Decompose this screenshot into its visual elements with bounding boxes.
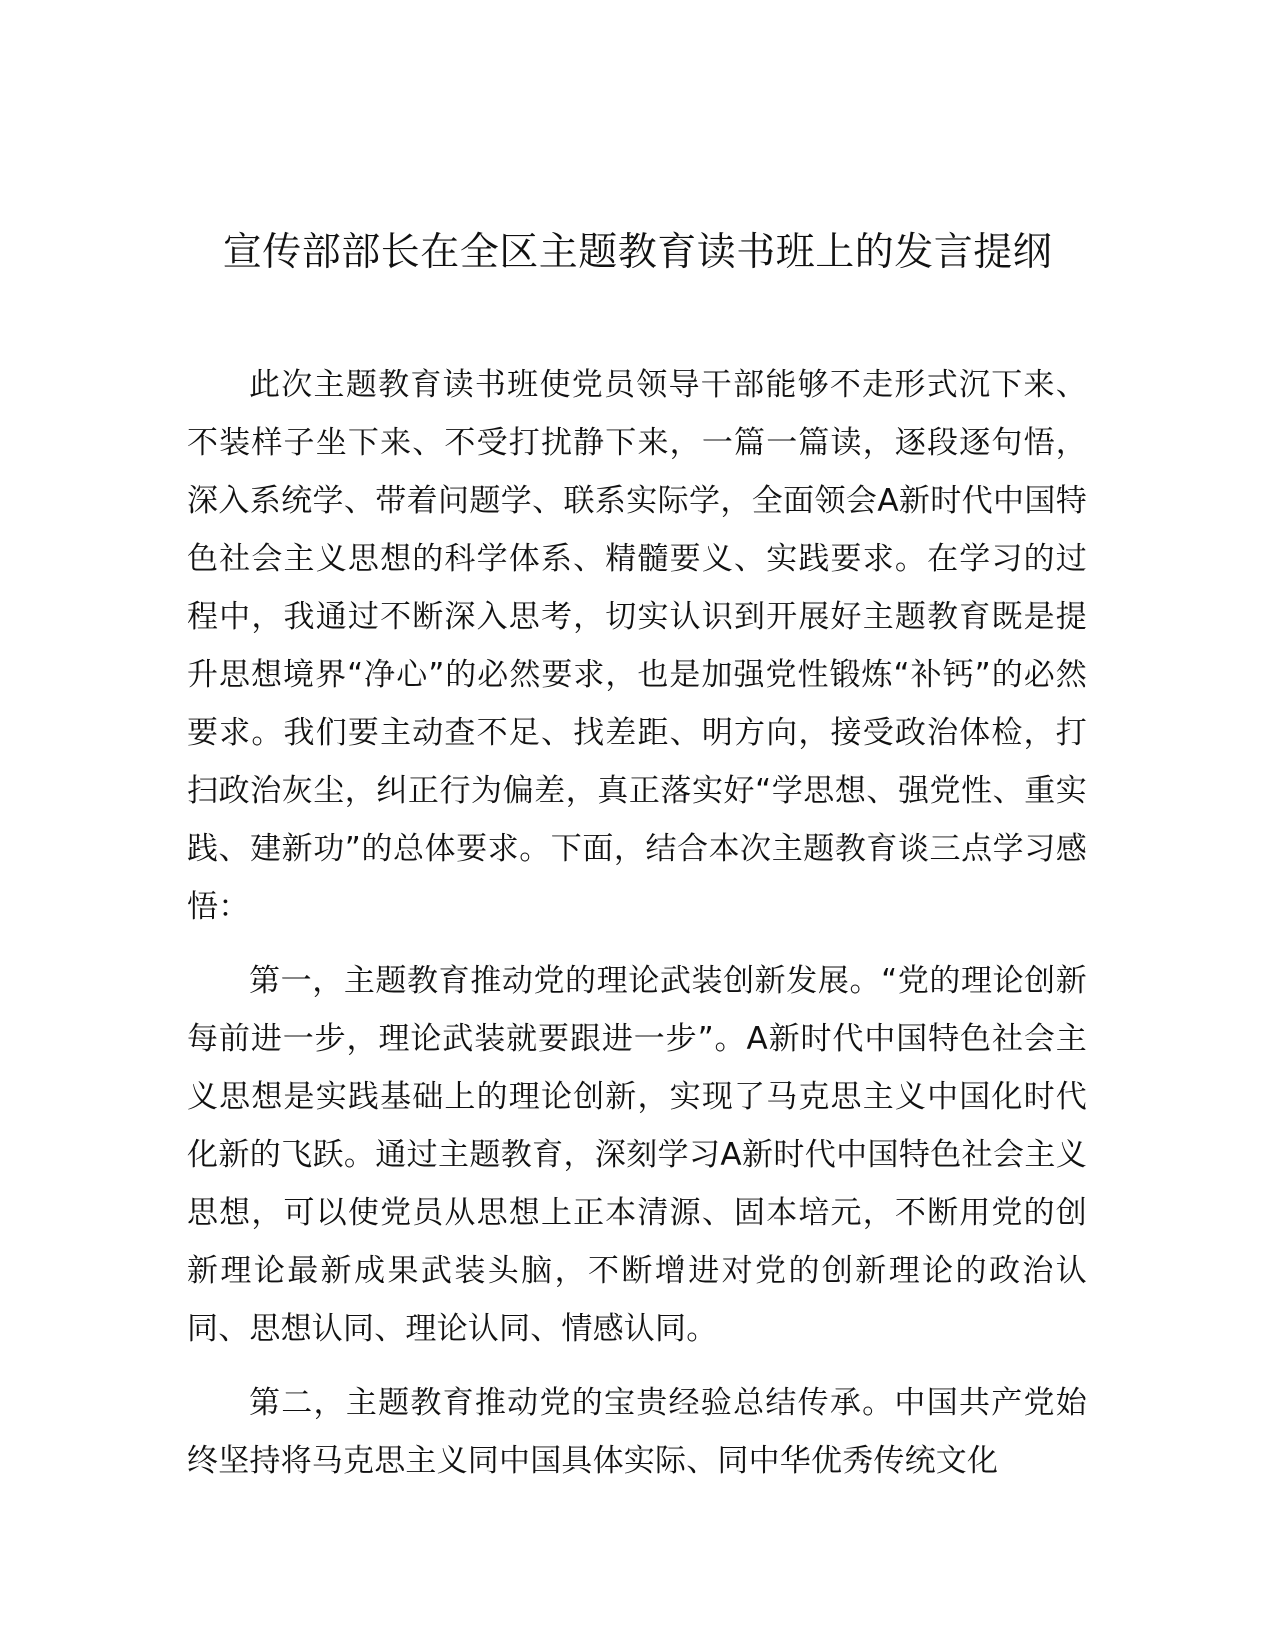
paragraph-point-two: 第二，主题教育推动党的宝贵经验总结传承。中国共产党始终坚持将马克思主义同中国具体实际、同中华优秀传统文化: [187, 1385, 1087, 1479]
paragraph-point-one: 第一，主题教育推动党的理论武装创新发展。“党的理论创新每前进一步，理论武装就要跟进一步”。A新时代中国特色社会主义思想是实践基础上的理论创新，实现了马克思主义中国化时代化新的飞跃。通过主题教育，深刻学习A新时代中国特色社会主义思想，可以使党员从思想上正本清源、固本培元，不断用党的创新理论最新成果武装头脑，不断增进对党的创新理论的政治认同、思想认同、理论认同、情感认同。: [187, 963, 1087, 1347]
paragraph-intro: 此次主题教育读书班使党员领导干部能够不走形式沉下来、不装样子坐下来、不受打扰静下来，一篇一篇读，逐段逐句悟，深入系统学、带着问题学、联系实际学，全面领会A新时代中国特色社会主义思想的科学体系、精髓要义、实践要求。在学习的过程中，我通过不断深入思考，切实认识到开展好主题教育既是提升思想境界“净心”的必然要求，也是加强党性锻炼“补钙”的必然要求。我们要主动查不足、找差距、明方向，接受政治体检，打扫政治灰尘，纠正行为偏差，真正落实好“学思想、强党性、重实践、建新功”的总体要求。下面，结合本次主题教育谈三点学习感悟：: [187, 367, 1087, 925]
document-title: 宣传部部长在全区主题教育读书班上的发言提纲: [222, 230, 1053, 275]
document-body: [187, 356, 1087, 1490]
